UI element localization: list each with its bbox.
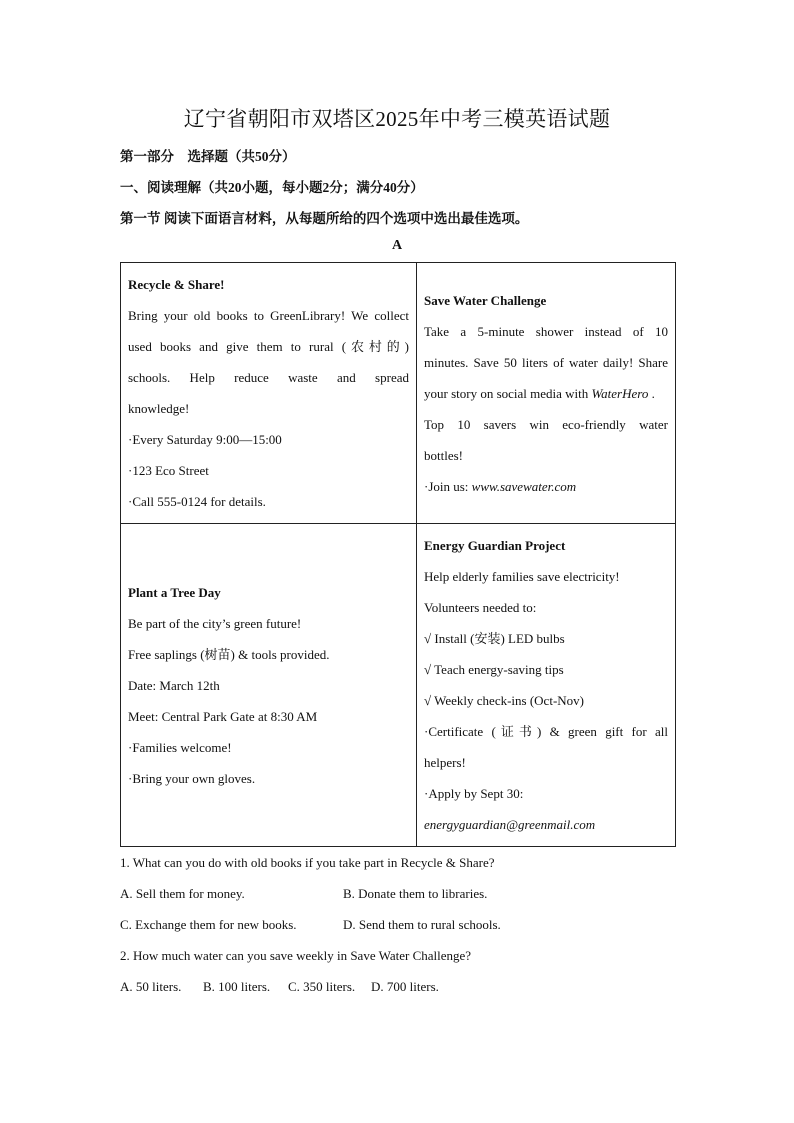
part-heading: 第一部分 选择题（共50分） — [120, 149, 296, 164]
recycle-phone: ·Call 555-0124 for details. — [128, 494, 266, 509]
energy-text-2: Volunteers needed to: — [424, 600, 537, 615]
exam-title: 辽宁省朝阳市双塔区2025年中考三模英语试题 — [183, 107, 611, 131]
tree-date: Date: March 12th — [128, 678, 220, 693]
energy-text-1: Help elderly families save electricity! — [424, 569, 620, 584]
tree-card — [121, 524, 417, 847]
tree-title: Plant a Tree Day — [128, 585, 221, 600]
energy-title: Energy Guardian Project — [424, 538, 566, 553]
question-1-option-a[interactable]: A. Sell them for money. — [120, 886, 245, 901]
question-2-option-d[interactable]: D. 700 liters. — [371, 979, 439, 994]
water-text-3: your story on social media with WaterHero . — [424, 386, 655, 401]
energy-check-3: √ Weekly check-ins (Oct-Nov) — [424, 693, 584, 708]
tree-meet: Meet: Central Park Gate at 8:30 AM — [128, 709, 318, 724]
water-card — [417, 263, 676, 524]
question-2-option-a[interactable]: A. 50 liters. — [120, 979, 182, 994]
recycle-card — [121, 263, 417, 524]
energy-card — [417, 524, 676, 847]
energy-check-1: √ Install (安装) LED bulbs — [424, 631, 565, 646]
water-website-link[interactable]: www.savewater.com — [471, 479, 577, 494]
water-text-1: Take a 5-minute shower instead of 10 — [424, 324, 668, 339]
tree-bullet-1: ·Families welcome! — [128, 740, 232, 755]
waterhero-tag: WaterHero — [591, 386, 649, 401]
question-1-option-c[interactable]: C. Exchange them for new books. — [120, 917, 297, 932]
section-heading: 一、阅读理解（共20小题，每小题2分；满分40分） — [120, 180, 424, 195]
water-text-5: bottles! — [424, 448, 463, 463]
tree-text-2: Free saplings (树苗) & tools provided. — [128, 647, 330, 662]
tree-bullet-2: ·Bring your own gloves. — [128, 771, 256, 786]
question-2-option-b[interactable]: B. 100 liters. — [203, 979, 271, 994]
recycle-title: Recycle & Share! — [128, 277, 225, 292]
energy-text-3: ·Certificate (证书) & green gift for all — [424, 724, 668, 739]
energy-apply: ·Apply by Sept 30: — [424, 786, 524, 801]
recycle-text-2: used books and give them to rural (农村的) — [128, 339, 409, 354]
question-2-stem: 2. How much water can you save weekly in Save Water Challenge? — [120, 948, 472, 963]
recycle-text-4: knowledge! — [128, 401, 190, 416]
tree-text-1: Be part of the city’s green future! — [128, 616, 302, 631]
passage-label: A — [391, 238, 403, 253]
question-1-option-b[interactable]: B. Donate them to libraries. — [343, 886, 488, 901]
recycle-address: ·123 Eco Street — [128, 463, 209, 478]
recycle-time: ·Every Saturday 9:00—15:00 — [128, 432, 282, 447]
question-1-option-d[interactable]: D. Send them to rural schools. — [343, 917, 501, 932]
energy-email-link[interactable]: energyguardian@greenmail.com — [424, 817, 596, 832]
question-1-stem: 1. What can you do with old books if you take part in Recycle & Share? — [120, 855, 495, 870]
water-text-2: minutes. Save 50 liters of water daily! Share — [424, 355, 668, 370]
recycle-text-3: schools. Help reduce waste and spread — [128, 370, 409, 385]
water-title: Save Water Challenge — [424, 293, 547, 308]
question-2-option-c[interactable]: C. 350 liters. — [288, 979, 356, 994]
water-join: ·Join us: www.savewater.com — [424, 479, 577, 494]
subsection-instruction: 第一节 阅读下面语言材料，从每题所给的四个选项中选出最佳选项。 — [120, 211, 529, 226]
energy-check-2: √ Teach energy-saving tips — [424, 662, 564, 677]
water-text-4: Top 10 savers win eco-friendly water — [424, 417, 668, 432]
energy-text-4: helpers! — [424, 755, 466, 770]
recycle-text-1: Bring your old books to GreenLibrary! We collect — [128, 308, 409, 323]
notice-table — [120, 262, 676, 847]
